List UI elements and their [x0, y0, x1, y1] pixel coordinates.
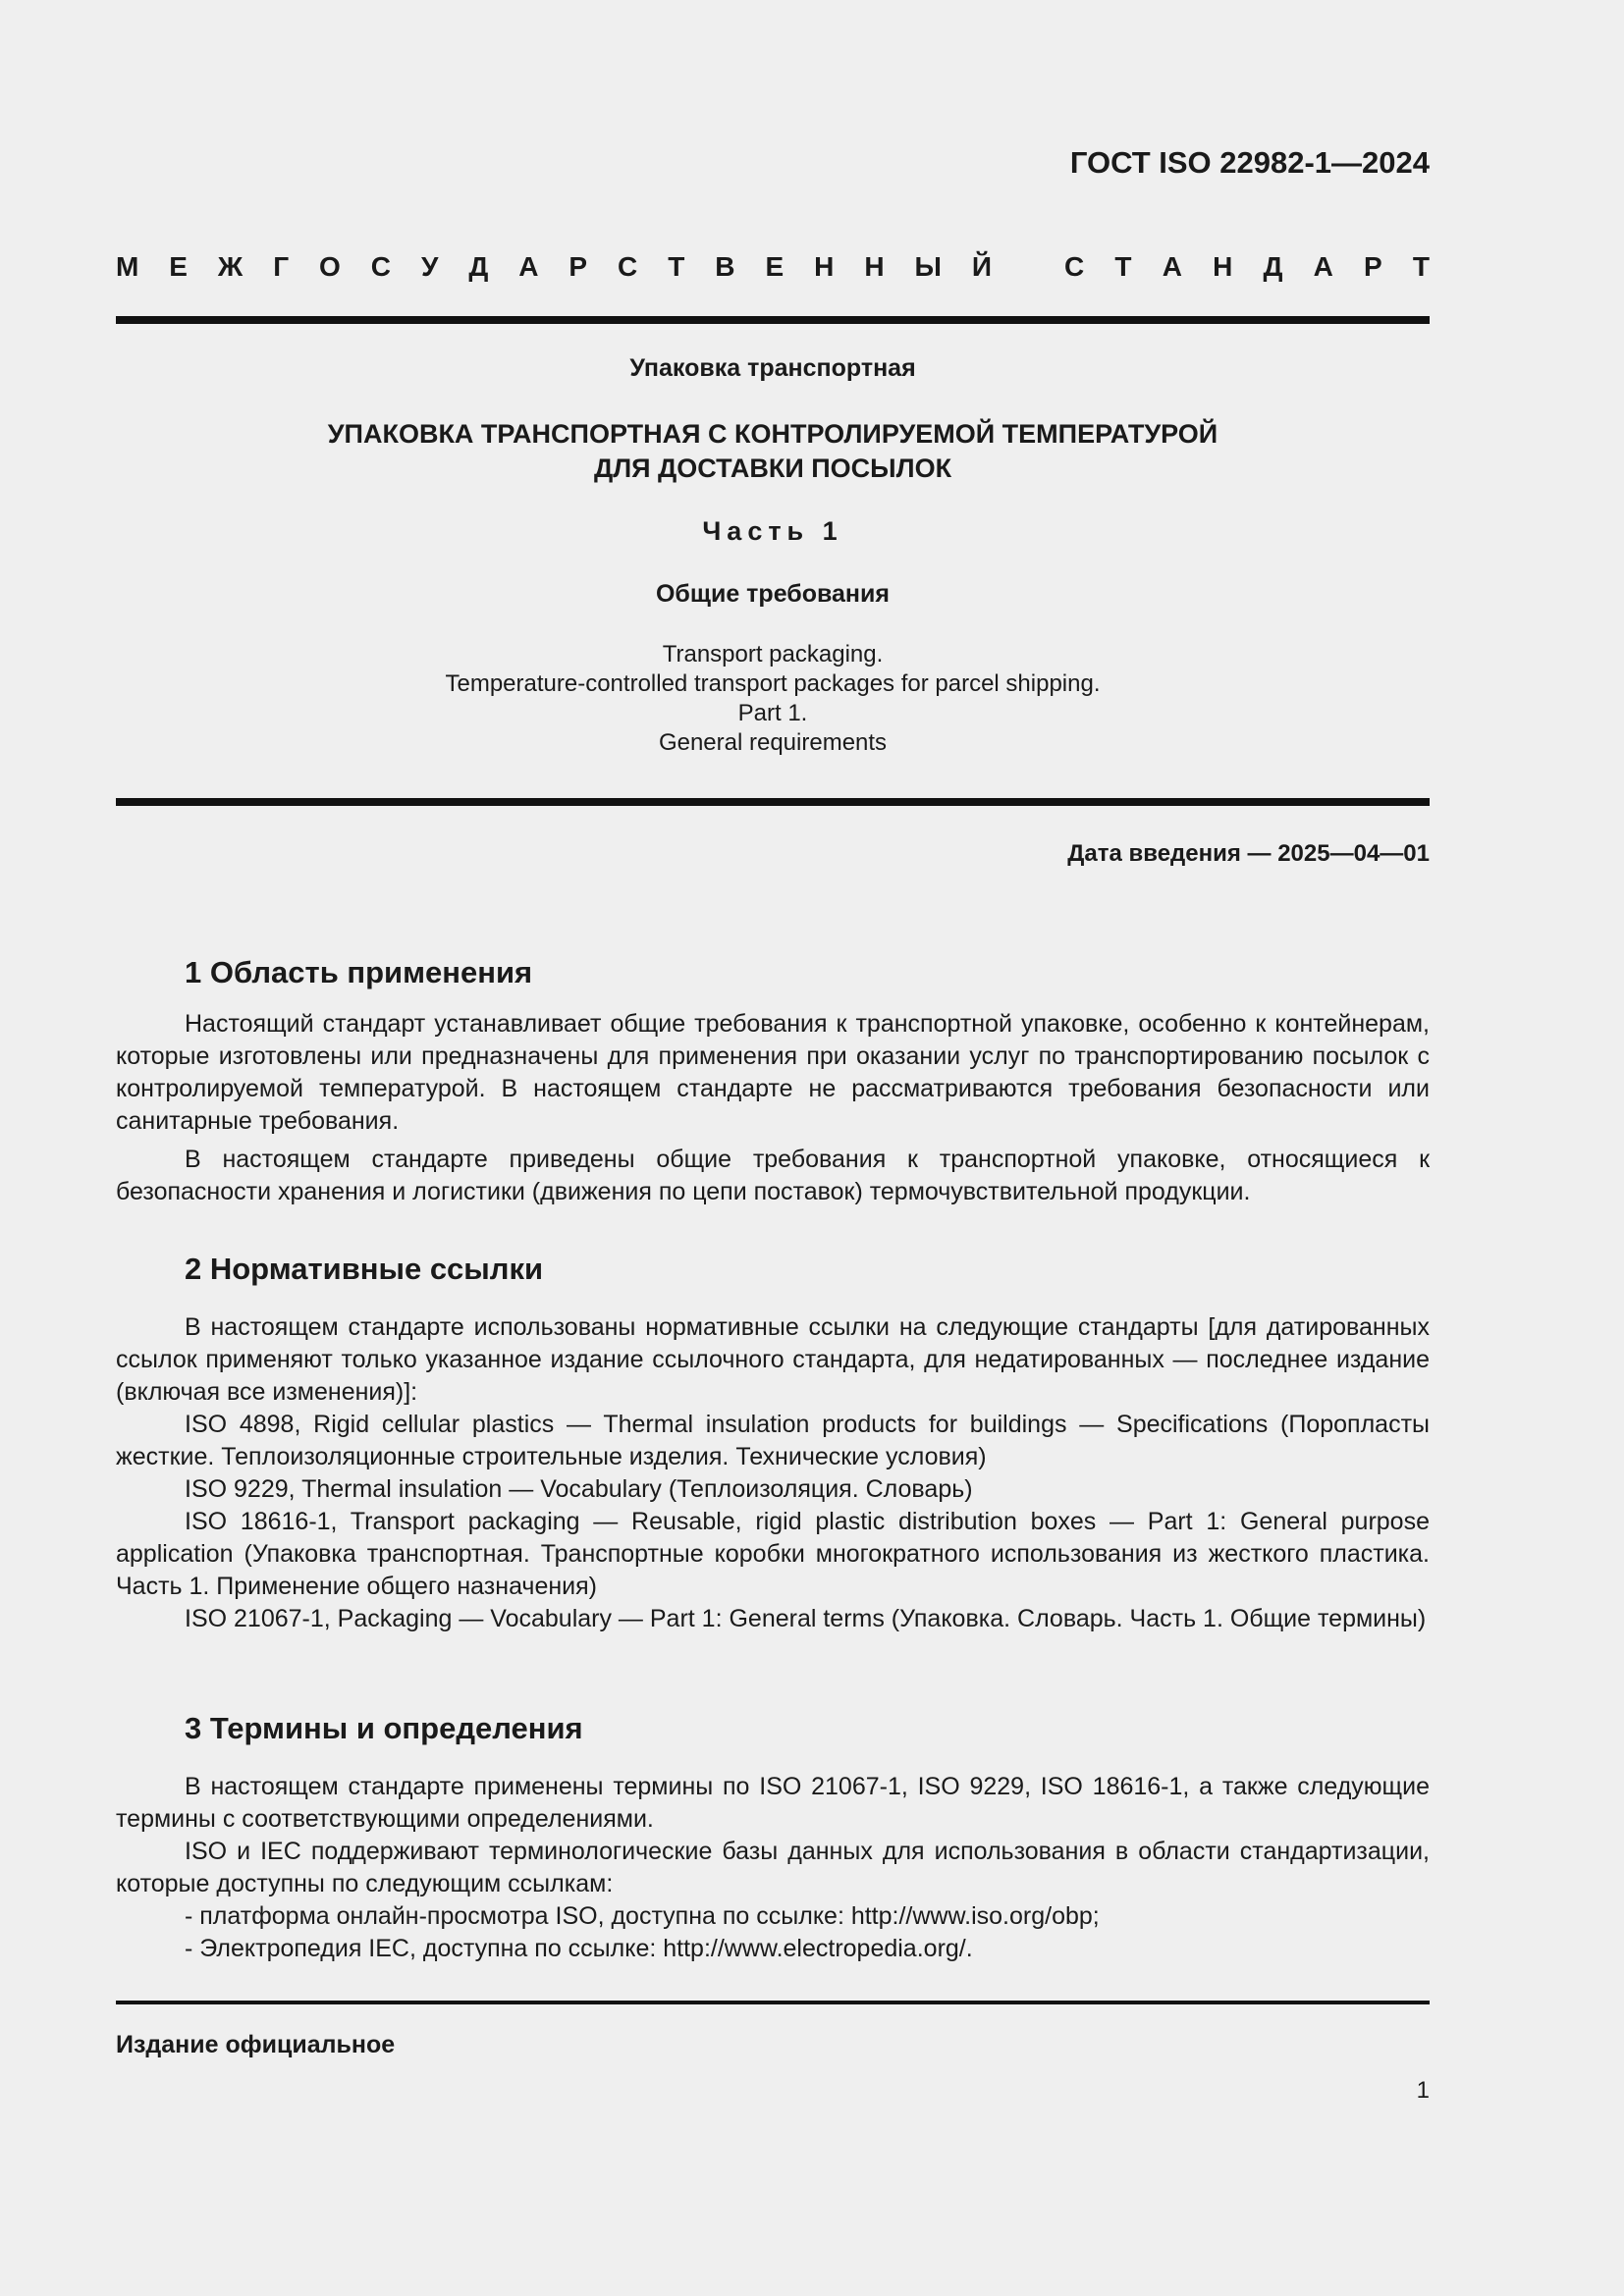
document-title-line-1: УПАКОВКА ТРАНСПОРТНАЯ С КОНТРОЛИРУЕМОЙ ТЕМПЕРАТУРОЙ — [327, 419, 1218, 449]
standard-type-word-2 — [1064, 251, 1430, 283]
list-item: - платформа онлайн-просмотра ISO, доступна по ссылке: http://www.iso.org/obp; — [185, 1902, 1100, 1930]
standard-type-letter: Т — [1412, 251, 1430, 282]
standard-type-letter: Р — [1364, 251, 1382, 282]
section-3-heading: 3 Термины и определения — [185, 1711, 583, 1745]
english-title — [116, 640, 1430, 758]
standard-type-letter: Е — [169, 251, 188, 282]
page-number: 1 — [1416, 2077, 1430, 2104]
standard-type-letter: Й — [971, 251, 992, 282]
document-code: ГОСТ ISO 22982-1—2024 — [1069, 145, 1430, 180]
standard-type-letter: Н — [1213, 251, 1233, 282]
standard-type-letter: О — [319, 251, 341, 282]
english-title-line: Transport packaging. — [662, 641, 884, 667]
standard-type-letter: Г — [273, 251, 290, 282]
reference-item: ISO 9229, Thermal insulation — Vocabulary (Теплоизоляция. Словарь) — [185, 1475, 973, 1503]
section-1-heading: 1 Область применения — [185, 955, 533, 989]
standard-type-letter: А — [1313, 251, 1333, 282]
standard-type-letter: М — [116, 251, 139, 282]
standard-type-letter: Н — [814, 251, 835, 282]
standard-type-letter: А — [518, 251, 539, 282]
standard-type-letter: Н — [864, 251, 885, 282]
edition-label: Издание официальное — [116, 2031, 396, 2058]
list-item: - Электропедия IEC, доступна по ссылке: http://www.electropedia.org/. — [185, 1935, 973, 1962]
standard-type-letter: С — [618, 251, 638, 282]
standard-type-letter: У — [420, 251, 439, 282]
paragraph: ISO и IEC поддерживают терминологические базы данных для использования в области стандартизации, которые доступны по следующим ссылкам: — [116, 1838, 1430, 1897]
paragraph: Настоящий стандарт устанавливает общие требования к транспортной упаковке, особенно к контейнерам, которые изготовлены или предназначены для применения при оказании услуг по транспортированию посылок с контролируемой температурой. В настоящем стандарте не рассматриваются требования безопасности или санитарные требования. — [116, 1010, 1430, 1135]
standard-type-letter: Ы — [914, 251, 942, 282]
english-title-line: General requirements — [658, 729, 888, 756]
standard-type-letter: Т — [1114, 251, 1132, 282]
reference-item: ISO 18616-1, Transport packaging — Reusable, rigid plastic distribution boxes — Part 1: General purpose application (Упаковка транспортная. Транспортные коробки многократного использования из жесткого пластика. Часть 1. Применение общего назначения) — [116, 1508, 1430, 1600]
title-bottom-divider — [116, 798, 1430, 806]
standard-type — [116, 251, 1430, 283]
reference-item: ISO 21067-1, Packaging — Vocabulary — Part 1: General terms (Упаковка. Словарь. Часть 1. Общие термины) — [185, 1605, 1427, 1632]
standard-type-letter: Д — [468, 251, 489, 282]
top-divider — [116, 316, 1430, 324]
paragraph: В настоящем стандарте применены термины по ISO 21067-1, ISO 9229, ISO 18616-1, а также следующие термины с соответствующими определениями. — [116, 1773, 1430, 1833]
standard-type-letter: С — [370, 251, 391, 282]
english-title-line: Part 1. — [737, 700, 808, 726]
section-2-heading: 2 Нормативные ссылки — [185, 1252, 544, 1286]
standard-type-letter: С — [1064, 251, 1085, 282]
standard-type-letter: Е — [765, 251, 785, 282]
standard-type-letter: А — [1162, 251, 1182, 282]
paragraph: В настоящем стандарте использованы нормативные ссылки на следующие стандарты [для датированных ссылок применяют только указанное издание ссылочного стандарта, для недатированных — последнее издание (включая все изменения)]: — [116, 1313, 1430, 1406]
standard-type-letter: Т — [668, 251, 685, 282]
title-category: Упаковка транспортная — [629, 354, 916, 382]
standard-type-letter: Ж — [217, 251, 244, 282]
document-title — [116, 417, 1430, 486]
standard-type-letter: Р — [568, 251, 588, 282]
document-title-line-2: ДЛЯ ДОСТАВКИ ПОСЫЛОК — [593, 454, 952, 483]
standard-type-word-1 — [116, 251, 992, 283]
reference-item: ISO 4898, Rigid cellular plastics — Thermal insulation products for buildings — Specifications (Поропласты жесткие. Теплоизоляционные строительные изделия. Технические условия) — [116, 1411, 1430, 1470]
document-subtitle: Общие требования — [655, 580, 890, 608]
footer-divider — [116, 2001, 1430, 2004]
standard-type-letter: В — [715, 251, 735, 282]
english-title-line: Temperature-controlled transport packages for parcel shipping. — [445, 670, 1101, 697]
part-label: Часть 1 — [702, 516, 843, 546]
paragraph: В настоящем стандарте приведены общие требования к транспортной упаковке, относящиеся к безопасности хранения и логистики (движения по цепи поставок) термочувствительной продукции. — [116, 1146, 1430, 1205]
introduction-date: Дата введения — 2025—04—01 — [1067, 840, 1430, 867]
standard-type-letter: Д — [1263, 251, 1283, 282]
